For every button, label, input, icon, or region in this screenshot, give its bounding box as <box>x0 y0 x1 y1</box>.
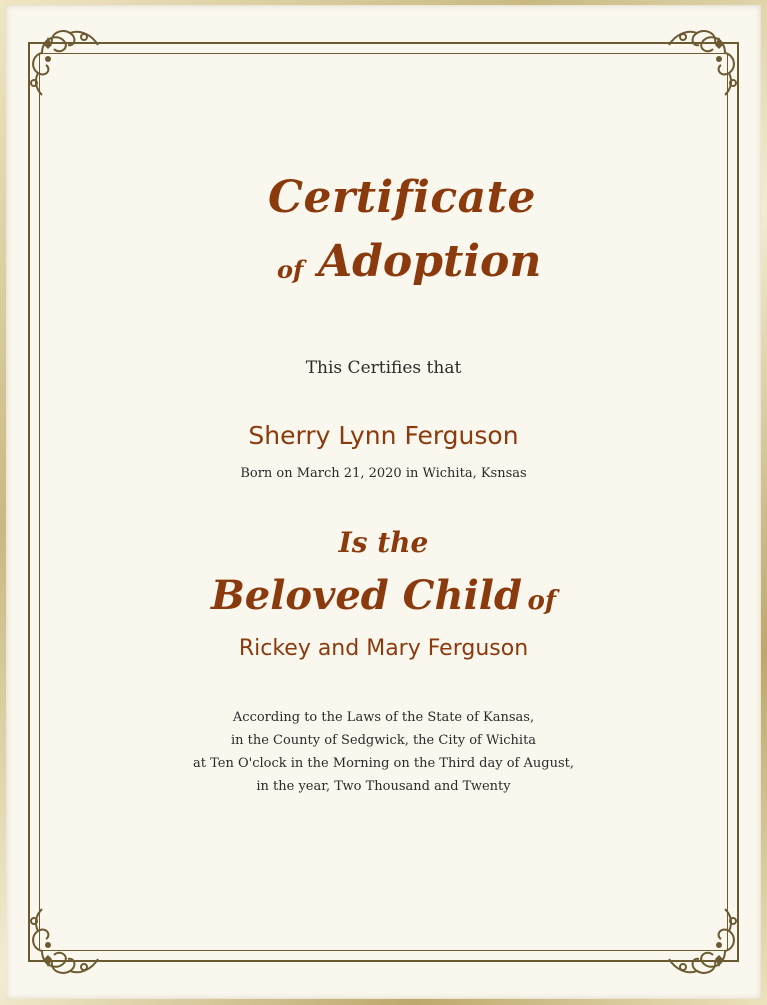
legal-line: According to the Laws of the State of Kansas, <box>232 710 535 725</box>
title-certificate: Certificate <box>268 172 536 223</box>
is-the-heading: Is the <box>338 526 429 559</box>
beloved-child-text: Beloved Child <box>210 572 522 619</box>
legal-line: in the County of Sedgwick, the City of Wichita <box>230 733 537 748</box>
child-name: Sherry Lynn Ferguson <box>248 421 519 450</box>
parents-names: Rickey and Mary Ferguson <box>238 636 529 661</box>
legal-statement <box>0 706 767 798</box>
beloved-of-text: of <box>527 586 557 616</box>
beloved-child-heading <box>0 572 767 619</box>
birth-info: Born on March 21, 2020 in Wichita, Ksnsas <box>240 466 527 481</box>
legal-line: at Ten O'clock in the Morning on the Third day of August, <box>193 756 574 771</box>
title-of: of <box>277 255 304 284</box>
legal-line: in the year, Two Thousand and Twenty <box>256 779 511 794</box>
title-adoption: Adoption <box>318 236 542 287</box>
certifies-text: This Certifies that <box>305 358 462 378</box>
